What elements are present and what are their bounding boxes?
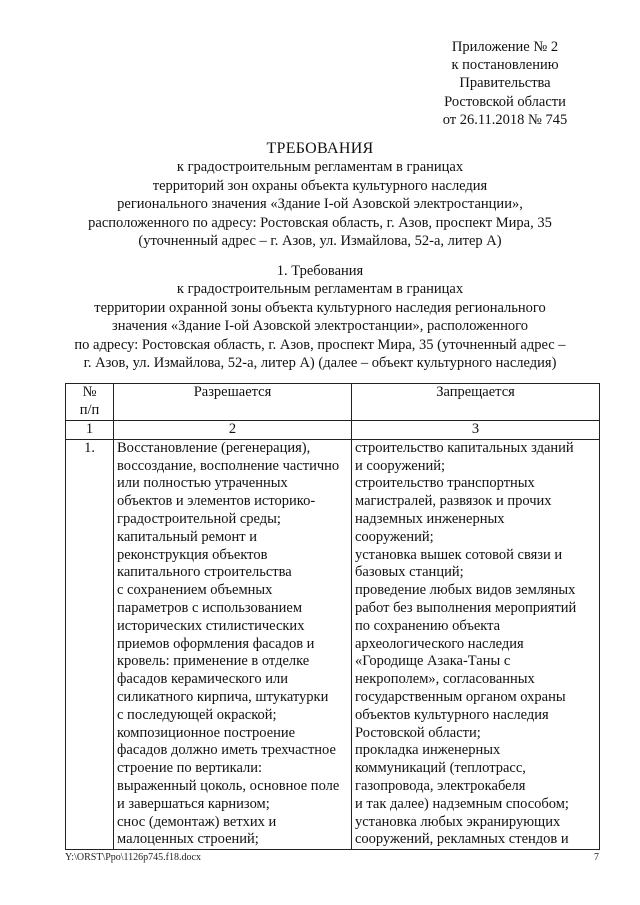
allowed-line: исторических стилистических [117, 617, 305, 634]
allowed-line: малоценных строений; [117, 831, 259, 848]
allowed-line: снос (демонтаж) ветхих и [117, 813, 277, 830]
prohibited-line: и так далее) надземным способом; [355, 795, 569, 812]
title-line: расположенного по адресу: Ростовская область, г. Азов, проспект Мира, 35 [88, 214, 552, 231]
allowed-line: Восстановление (регенерация), [117, 439, 311, 456]
prohibited-line: по сохранению объекта [355, 617, 501, 634]
appendix-line: Ростовской области [444, 93, 566, 110]
allowed-line: реконструкция объектов [117, 546, 268, 563]
section-line: территории охранной зоны объекта культурного наследия регионального [94, 299, 546, 316]
requirements-table [65, 383, 600, 850]
prohibited-line: базовых станций; [355, 564, 464, 581]
prohibited-line: некрополем», согласованных [355, 671, 535, 688]
page-number: 7 [594, 852, 599, 863]
row-number: 1. [66, 439, 114, 849]
header-number-line: № [82, 384, 97, 400]
allowed-cell [114, 439, 352, 849]
allowed-line: параметров с использованием [117, 599, 303, 616]
appendix-line: к постановлению [451, 57, 559, 74]
prohibited-line: установка вышек сотовой связи и [355, 546, 563, 563]
allowed-line: градостроительной среды; [117, 510, 281, 527]
file-path: Y:\ORST\Ppo\1126p745.f18.docx [65, 852, 201, 863]
column-number-row [66, 421, 600, 440]
section-line: значения «Здание I-ой Азовской электростанции», расположенного [112, 318, 528, 335]
header-prohibited: Запрещается [352, 384, 600, 421]
title-line: территорий зон охраны объекта культурного наследия [152, 177, 488, 194]
prohibited-line: «Городище Азака-Таны с [355, 653, 511, 670]
section-line: г. Азов, ул. Измайлова, 52-а, литер А) (далее – объект культурного наследия) [83, 355, 557, 372]
prohibited-line: археологического наследия [355, 635, 524, 652]
prohibited-line: сооружений; [355, 528, 434, 545]
allowed-line: капитального строительства [117, 564, 292, 581]
prohibited-line: установка любых экранирующих [355, 813, 561, 830]
allowed-line: объектов и элементов историко- [117, 493, 316, 510]
title-heading: ТРЕБОВАНИЯ [266, 140, 374, 157]
allowed-line: выраженный цоколь, основное поле [117, 777, 340, 794]
table-row [66, 439, 600, 849]
prohibited-line: коммуникаций (теплотрасс, [355, 760, 526, 777]
prohibited-line: и сооружений; [355, 457, 446, 474]
allowed-line: воссоздание, восполнение частично [117, 457, 340, 474]
prohibited-line: прокладка инженерных [355, 742, 501, 759]
allowed-line: с сохранением объемных [117, 582, 273, 599]
column-number: 1 [66, 421, 114, 440]
appendix-line: от 26.11.2018 № 745 [442, 111, 568, 128]
section-line: 1. Требования [276, 263, 364, 279]
prohibited-line: строительство транспортных [355, 475, 535, 492]
prohibited-line: надземных инженерных [355, 510, 505, 527]
allowed-line: или полностью утраченных [117, 475, 288, 492]
prohibited-line: Ростовской области; [355, 724, 481, 741]
allowed-line: капитальный ремонт и [117, 528, 257, 545]
appendix-line: Правительства [459, 75, 551, 92]
table-header-row [66, 384, 600, 421]
column-number: 2 [114, 421, 352, 440]
header-number-line: п/п [79, 401, 100, 418]
header-number [66, 384, 114, 421]
appendix-block [405, 38, 605, 129]
title-line: регионального значения «Здание I-ой Азовской электростанции», [117, 196, 523, 213]
prohibited-line: строительство капитальных зданий [355, 439, 574, 456]
allowed-line: и завершаться карнизом; [117, 795, 270, 812]
allowed-line: строение по вертикали: [117, 760, 263, 777]
section-line: к градостроительным регламентам в границах [176, 281, 464, 298]
allowed-line: фасадов керамического или [117, 671, 289, 688]
prohibited-line: магистралей, развязок и прочих [355, 493, 552, 510]
section-line: по адресу: Ростовская область, г. Азов, проспект Мира, 35 (уточненный адрес – [74, 336, 566, 353]
header-allowed: Разрешается [114, 384, 352, 421]
allowed-line: приемов оформления фасадов и [117, 635, 315, 652]
prohibited-line: газопровода, электрокабеля [355, 777, 526, 794]
title-line: (уточненный адрес – г. Азов, ул. Измайлова, 52-а, литер А) [138, 233, 502, 250]
prohibited-line: объектов культурного наследия [355, 706, 549, 723]
allowed-line: композиционное построение [117, 724, 296, 741]
column-number: 3 [352, 421, 600, 440]
section-heading [60, 262, 580, 372]
allowed-line: кровель: применение в отделке [117, 653, 310, 670]
document-title [60, 140, 580, 250]
prohibited-line: работ без выполнения мероприятий [355, 599, 577, 616]
allowed-line: фасадов должно иметь трехчастное [117, 742, 336, 759]
title-line: к градостроительным регламентам в границах [176, 159, 464, 176]
prohibited-line: проведение любых видов земляных [355, 582, 576, 599]
allowed-line: силикатного кирпича, штукатурки [117, 688, 329, 705]
appendix-line: Приложение № 2 [451, 39, 559, 55]
prohibited-cell [352, 439, 600, 849]
prohibited-line: сооружений, рекламных стендов и [355, 831, 569, 848]
prohibited-line: государственным органом охраны [355, 688, 566, 705]
allowed-line: с последующей окраской; [117, 706, 277, 723]
